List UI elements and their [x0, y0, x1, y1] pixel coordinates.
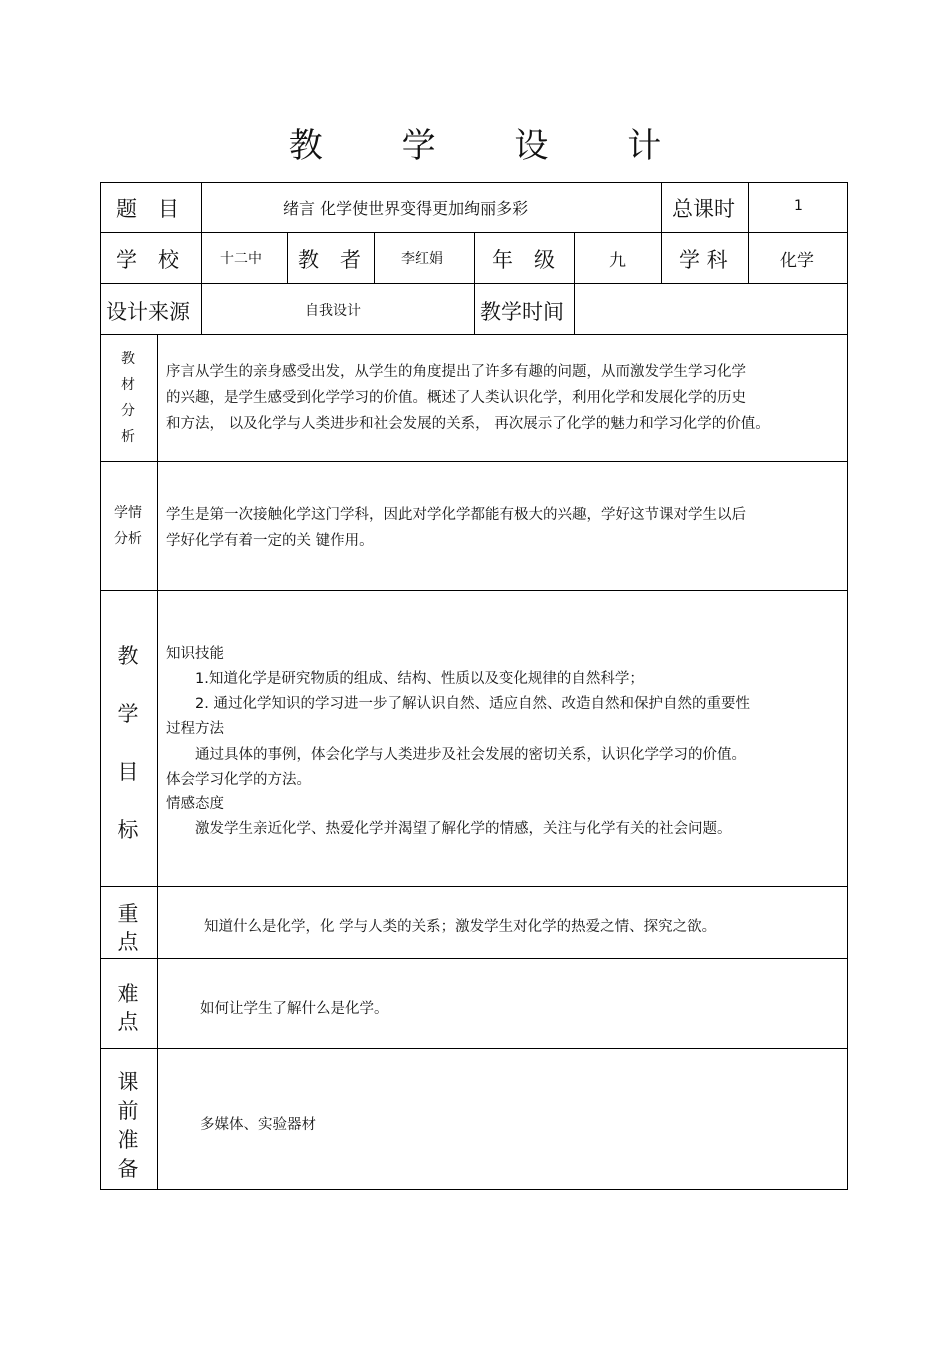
label-char: 教 — [117, 644, 139, 668]
page-title: 教 学 设 计 — [288, 126, 696, 166]
goals-line: 过程方法 — [166, 721, 224, 737]
school-label: 学 校 — [116, 248, 179, 272]
table-border — [847, 182, 848, 1190]
label-char: 分 — [121, 403, 135, 419]
label-char: 点 — [117, 1010, 139, 1034]
design-source-label: 设计来源 — [106, 300, 190, 324]
table-border — [100, 1048, 848, 1049]
table-border — [661, 232, 662, 284]
teaching-time-label: 教学时间 — [480, 300, 564, 324]
label-line: 学情 — [114, 505, 142, 521]
grade-value: 九 — [609, 251, 626, 271]
label-char: 目 — [117, 760, 139, 784]
topic-value: 绪言 化学使世界变得更加绚丽多彩 — [283, 199, 529, 218]
table-border — [100, 958, 848, 959]
subject-label: 学 科 — [679, 248, 728, 272]
table-border — [100, 1189, 848, 1190]
label-line: 分析 — [114, 531, 142, 547]
goals-line: 1.知道化学是研究物质的组成、结构、性质以及变化规律的自然科学； — [166, 671, 644, 687]
table-border — [661, 182, 662, 233]
label-char: 课 — [117, 1070, 139, 1094]
key-points-text: 知道什么是化学，化 学与人类的关系；激发学生对化学的热爱之情、探究之欲。 — [204, 919, 717, 935]
goals-line: 体会学习化学的方法。 — [166, 772, 311, 788]
table-border — [100, 182, 848, 183]
table-border — [201, 182, 202, 334]
goals-line: 激发学生亲近化学、热爱化学并渴望了解化学的情感，关注与化学有关的社会问题。 — [166, 821, 732, 837]
label-char: 材 — [121, 377, 135, 393]
table-border — [100, 461, 848, 462]
label-char: 准 — [117, 1128, 139, 1152]
goals-label — [108, 640, 148, 872]
material-line: 序言从学生的亲身感受出发，从学生的角度提出了许多有趣的问题，从而激发学生学习化学 — [166, 364, 746, 380]
difficulties-label — [108, 978, 148, 1034]
label-char: 学 — [117, 702, 139, 726]
label-char: 前 — [117, 1099, 139, 1123]
table-border — [157, 334, 158, 1190]
label-char: 标 — [117, 818, 139, 842]
teacher-label: 教 者 — [298, 248, 361, 272]
label-char: 备 — [117, 1157, 139, 1181]
goals-line: 情感态度 — [166, 796, 224, 812]
label-char: 点 — [117, 930, 139, 954]
table-border — [100, 590, 848, 591]
goals-line: 知识技能 — [166, 646, 224, 662]
total-hours-label: 总课时 — [672, 197, 735, 221]
design-source-value: 自我设计 — [305, 303, 361, 319]
material-line: 和方法， 以及化学与人类进步和社会发展的关系， 再次展示了化学的魅力和学习化学的价值。 — [166, 416, 770, 432]
difficulties-text: 如何让学生了解什么是化学。 — [200, 1001, 389, 1017]
goals-line: 通过具体的事例，体会化学与人类进步及社会发展的密切关系，认识化学学习的价值。 — [166, 747, 746, 763]
preparation-label — [108, 1066, 148, 1182]
table-border — [748, 182, 749, 284]
table-border — [287, 232, 288, 284]
table-border — [100, 334, 848, 335]
topic-label: 题 目 — [116, 197, 179, 221]
teacher-value: 李红娟 — [401, 251, 443, 267]
table-border — [374, 232, 375, 284]
material-line: 的兴趣，是学生感受到化学学习的价值。概述了人类认识化学，利用化学和发展化学的历史 — [166, 390, 746, 406]
label-char: 教 — [121, 351, 135, 367]
label-char: 析 — [121, 429, 135, 445]
table-border — [100, 182, 101, 1190]
grade-label: 年 级 — [492, 248, 555, 272]
goals-line: 2. 通过化学知识的学习进一步了解认识自然、适应自然、改造自然和保护自然的重要性 — [166, 696, 750, 712]
learner-line: 学好化学有着一定的关 键作用。 — [166, 533, 374, 549]
label-char: 难 — [117, 982, 139, 1006]
key-points-label — [108, 898, 148, 954]
material-analysis-label — [113, 346, 143, 450]
school-value: 十二中 — [220, 251, 262, 267]
total-hours-value: 1 — [794, 198, 803, 214]
subject-value: 化学 — [780, 251, 814, 271]
learner-line: 学生是第一次接触化学这门学科，因此对学化学都能有极大的兴趣，学好这节课对学生以后 — [166, 507, 746, 523]
preparation-text: 多媒体、实验器材 — [200, 1117, 316, 1133]
label-char: 重 — [117, 902, 139, 926]
table-border — [100, 886, 848, 887]
table-border — [574, 232, 575, 334]
learner-analysis-label — [108, 500, 148, 552]
table-border — [474, 232, 475, 334]
